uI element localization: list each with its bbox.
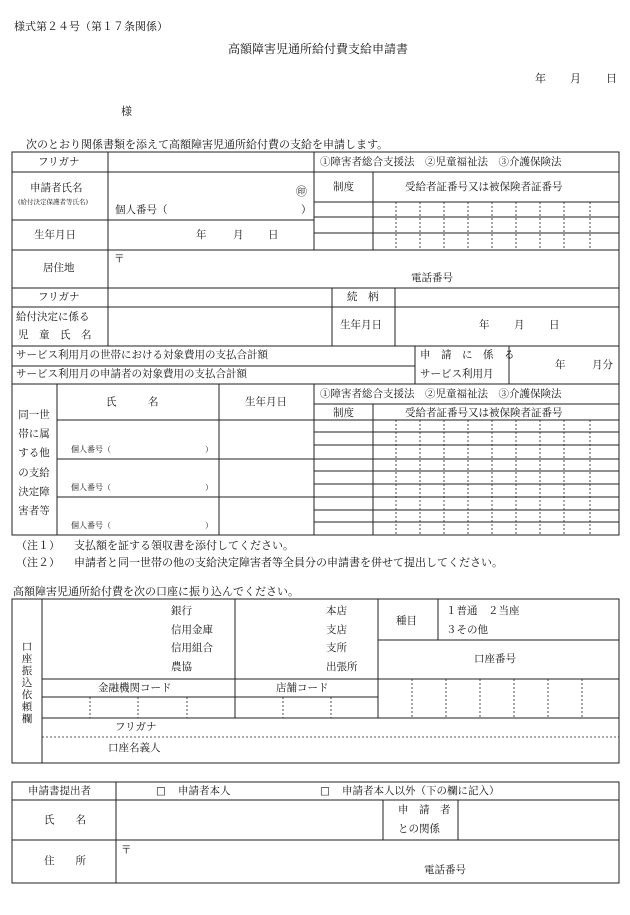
intro-text: 次のとおり関係書類を添えて高額障害児通所給付費の支給を申請します。	[26, 138, 389, 151]
law-options: ①障害者総合支援法 ②児童福祉法 ③介護保険法	[320, 156, 562, 168]
applicant-furigana-label: フリガナ	[38, 156, 80, 168]
phone-label: 電話番号	[411, 272, 453, 284]
submitter-other-checkbox[interactable]: □	[320, 785, 330, 797]
child-birth-label: 生年月日	[340, 319, 382, 331]
date-month: 月	[570, 72, 581, 85]
holder-label: 口座名義人	[108, 742, 161, 754]
household-personal-number-3: 個人番号（	[71, 521, 111, 530]
service-month-label-2: サービス利用月	[420, 368, 494, 380]
note-1-text: 支払額を証する領収書を添付してください。	[74, 539, 294, 552]
submitter-other-label: 申請者本人以外（下の欄に記入）	[342, 785, 500, 797]
submitter-name-label: 氏 名	[44, 814, 86, 826]
institution-bank: 銀行	[171, 605, 192, 617]
branch-sub: 出張所	[326, 661, 358, 673]
submitter-relation-label-2: との関係	[398, 823, 440, 835]
address-label: 居住地	[43, 262, 75, 274]
branch-office: 支所	[326, 642, 347, 654]
postal-mark: 〒	[114, 253, 125, 265]
applicant-birth-day: 日	[268, 229, 279, 241]
branch-branch: 支店	[326, 624, 347, 636]
service-month-label-1: 申 請 に 係 る	[420, 349, 515, 361]
institution-shinkin: 信用金庫	[171, 624, 213, 636]
household-personal-number-close-2: ）	[205, 483, 213, 492]
institution-kumiai: 信用組合	[171, 642, 213, 654]
date-day: 日	[606, 72, 617, 85]
service-month-month: 月分	[592, 359, 613, 371]
branch-code-label: 店舗コード	[276, 682, 329, 694]
bank-intro: 高額障害児通所給付費を次の口座に振り込んでください。	[13, 585, 299, 598]
institution-nokyo: 農協	[171, 661, 192, 673]
submitter-relation-label-1: 申 請 者	[398, 804, 451, 816]
household-birth-header: 生年月日	[245, 396, 287, 408]
account-type-option-1: １普通 ２当座	[446, 605, 520, 617]
submitter-phone-label: 電話番号	[424, 864, 466, 876]
page-title: 高額障害児通所給付費支給申請書	[228, 42, 409, 56]
note-2-mark: （注２）	[16, 556, 60, 569]
bank-side-label: 口座振込依頼欄	[21, 641, 33, 726]
applicant-personal-number-label: 個人番号（	[115, 204, 168, 216]
note-1-mark: （注１）	[16, 539, 60, 552]
applicant-birth-year: 年	[196, 229, 207, 241]
applicant-name-sublabel: (給付決定保護者等氏名)	[18, 198, 89, 206]
applicant-birth-label: 生年月日	[34, 229, 76, 241]
submitter-postal-mark: 〒	[121, 844, 132, 856]
date-year: 年	[535, 72, 546, 85]
form-number: 様式第２４号（第１７条関係）	[14, 20, 168, 33]
child-birth-month: 月	[514, 319, 525, 331]
submitter-table-frame	[12, 782, 619, 883]
seal-mark: ㊞	[296, 185, 307, 198]
applicant-birth-month: 月	[233, 229, 244, 241]
household-personal-number-close-1: ）	[205, 445, 213, 454]
note-2-text: 申請者と同一世帯の他の支給決定障害者等全員分の申請書を併せて提出してください。	[74, 556, 503, 569]
household-name-header: 氏 名	[106, 396, 159, 408]
applicant-name-label: 申請者氏名	[30, 182, 83, 194]
account-number-label: 口座番号	[474, 653, 516, 665]
submitter-label: 申請書提出者	[28, 785, 91, 797]
applicant-personal-number-close: ）	[301, 204, 312, 216]
submitter-address-label: 住 所	[44, 855, 86, 867]
household-law-options: ①障害者総合支援法 ②児童福祉法 ③介護保険法	[320, 388, 562, 400]
child-birth-year: 年	[479, 319, 490, 331]
addressee-suffix: 様	[121, 105, 132, 118]
child-name-label-1: 給付決定に係る	[16, 311, 90, 323]
account-type-option-2: ３その他	[446, 624, 488, 636]
service-month-year: 年	[555, 359, 566, 371]
bank-table-frame	[12, 599, 619, 763]
relation-label: 続 柄	[347, 291, 379, 303]
household-side-label: 同一世帯に属する他の支給決定障害者等	[18, 409, 50, 518]
holder-furigana-label: フリガナ	[115, 721, 157, 733]
household-personal-number-2: 個人番号（	[71, 483, 111, 492]
household-cert-label: 受給者証番号又は被保険者証番号	[405, 407, 563, 419]
household-personal-number-close-3: ）	[205, 521, 213, 530]
child-name-label-2: 児 童 氏 名	[18, 329, 92, 341]
household-total-label: サービス利用月の世帯における対象費用の支払合計額	[16, 349, 268, 361]
submitter-self-label: 申請者本人	[178, 785, 231, 797]
system-label: 制度	[333, 181, 354, 193]
applicant-total-label: サービス利用月の申請者の対象費用の支払合計額	[16, 368, 247, 380]
branch-head: 本店	[326, 605, 347, 617]
cert-label: 受給者証番号又は被保険者証番号	[405, 181, 563, 193]
bank-code-label: 金融機関コード	[98, 682, 172, 694]
child-birth-day: 日	[549, 319, 560, 331]
account-type-label: 種目	[396, 615, 417, 627]
child-furigana-label: フリガナ	[38, 291, 80, 303]
household-system-label: 制度	[333, 407, 354, 419]
main-table-frame	[12, 152, 619, 535]
submitter-self-checkbox[interactable]: □	[156, 785, 166, 797]
household-personal-number-1: 個人番号（	[71, 445, 111, 454]
